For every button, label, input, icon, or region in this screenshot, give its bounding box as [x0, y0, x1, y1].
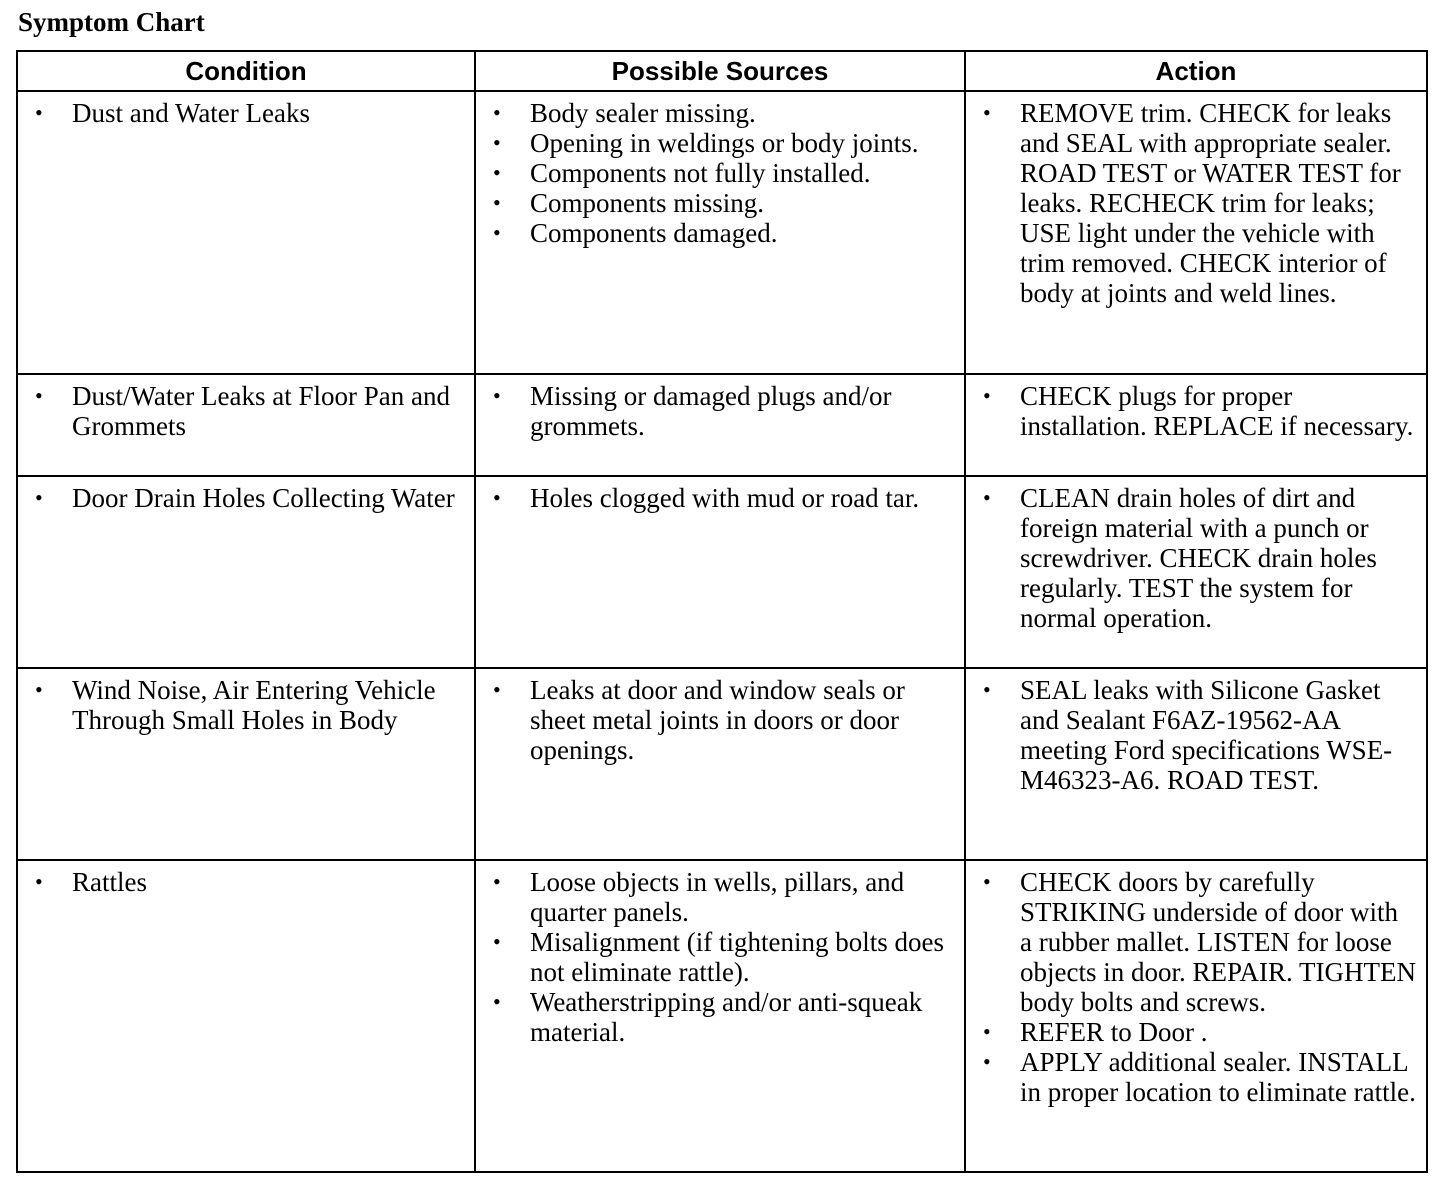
table-row: [17, 860, 1427, 1172]
list-item: [28, 98, 464, 128]
column-header-action: Action: [965, 51, 1427, 91]
list-item-text: SEAL leaks with Silicone Gasket and Sealant F6AZ-19562-AA meeting Ford specifications WSE-M46323-A6. ROAD TEST.: [1020, 675, 1393, 795]
action-cell: [965, 860, 1427, 1172]
list-item: [976, 867, 1416, 1017]
table-row: [17, 374, 1427, 476]
column-header-sources: Possible Sources: [475, 51, 965, 91]
condition-cell: [17, 860, 475, 1172]
list-item: [28, 483, 464, 513]
bullet-icon: •: [983, 1049, 991, 1074]
list-item: [486, 98, 954, 128]
list-item: [486, 218, 954, 248]
bullet-icon: •: [35, 383, 43, 408]
condition-cell: [17, 668, 475, 860]
list-item-text: Body sealer missing.: [530, 98, 756, 128]
list-item: [486, 158, 954, 188]
action-cell: [965, 91, 1427, 374]
list-item: [486, 188, 954, 218]
sources-cell: [475, 476, 965, 668]
list-item-text: REMOVE trim. CHECK for leaks and SEAL with appropriate sealer. ROAD TEST or WATER TEST for leaks. RECHECK trim for leaks; USE light under the vehicle with trim removed. CHECK interior of body at joints and weld lines.: [1020, 98, 1401, 308]
bullet-icon: •: [983, 1019, 991, 1044]
list-item: [486, 987, 954, 1047]
list-item-text: APPLY additional sealer. INSTALL in proper location to eliminate rattle.: [1020, 1047, 1416, 1107]
action-cell: [965, 374, 1427, 476]
bullet-icon: •: [493, 190, 501, 215]
sources-cell: [475, 860, 965, 1172]
sources-cell: [475, 374, 965, 476]
list-item-text: REFER to Door .: [1020, 1017, 1208, 1047]
bullet-icon: •: [983, 383, 991, 408]
list-item: [486, 867, 954, 927]
condition-cell: [17, 374, 475, 476]
bullet-icon: •: [493, 929, 501, 954]
bullet-list: [976, 867, 1416, 1107]
bullet-icon: •: [983, 869, 991, 894]
action-cell: [965, 668, 1427, 860]
bullet-icon: •: [983, 677, 991, 702]
list-item: [486, 927, 954, 987]
list-item-text: Components missing.: [530, 188, 765, 218]
column-header-condition: Condition: [17, 51, 475, 91]
list-item: [976, 381, 1416, 441]
list-item-text: CHECK plugs for proper installation. REPLACE if necessary.: [1020, 381, 1414, 441]
bullet-list: [28, 867, 464, 897]
bullet-icon: •: [493, 160, 501, 185]
action-cell: [965, 476, 1427, 668]
condition-cell: [17, 476, 475, 668]
bullet-list: [486, 675, 954, 765]
bullet-list: [976, 381, 1416, 441]
bullet-icon: •: [35, 869, 43, 894]
sources-cell: [475, 668, 965, 860]
list-item-text: Holes clogged with mud or road tar.: [530, 483, 920, 513]
list-item-text: Weatherstripping and/or anti-squeak material.: [530, 987, 923, 1047]
bullet-icon: •: [983, 485, 991, 510]
list-item: [486, 128, 954, 158]
list-item: [28, 381, 464, 441]
bullet-list: [486, 98, 954, 248]
list-item-text: Rattles: [72, 867, 147, 897]
bullet-icon: •: [493, 485, 501, 510]
list-item-text: Door Drain Holes Collecting Water: [72, 483, 455, 513]
bullet-list: [28, 483, 464, 513]
bullet-list: [486, 381, 954, 441]
bullet-icon: •: [493, 100, 501, 125]
bullet-list: [28, 381, 464, 441]
bullet-icon: •: [493, 677, 501, 702]
list-item: [486, 483, 954, 513]
bullet-list: [976, 675, 1416, 795]
sources-cell: [475, 91, 965, 374]
bullet-list: [486, 867, 954, 1047]
list-item: [486, 675, 954, 765]
list-item-text: Misalignment (if tightening bolts does not eliminate rattle).: [530, 927, 944, 987]
table-row: [17, 668, 1427, 860]
bullet-list: [976, 98, 1416, 308]
list-item: [976, 1017, 1416, 1047]
list-item: [28, 675, 464, 735]
list-item-text: Wind Noise, Air Entering Vehicle Through Small Holes in Body: [72, 675, 436, 735]
list-item: [976, 98, 1416, 308]
list-item: [28, 867, 464, 897]
table-row: [17, 91, 1427, 374]
symptom-table: [16, 50, 1428, 1173]
list-item-text: Loose objects in wells, pillars, and quarter panels.: [530, 867, 905, 927]
list-item: [976, 483, 1416, 633]
table-body: [17, 91, 1427, 1172]
table-row: [17, 476, 1427, 668]
list-item-text: CHECK doors by carefully STRIKING underside of door with a rubber mallet. LISTEN for loose objects in door. REPAIR. TIGHTEN body bolts and screws.: [1020, 867, 1416, 1017]
bullet-icon: •: [493, 383, 501, 408]
list-item-text: Opening in weldings or body joints.: [530, 128, 919, 158]
bullet-list: [28, 675, 464, 735]
bullet-icon: •: [35, 100, 43, 125]
condition-cell: [17, 91, 475, 374]
bullet-icon: •: [493, 869, 501, 894]
bullet-icon: •: [35, 677, 43, 702]
list-item-text: Components not fully installed.: [530, 158, 871, 188]
page-title: Symptom Chart: [18, 7, 205, 37]
bullet-icon: •: [493, 989, 501, 1014]
bullet-icon: •: [493, 130, 501, 155]
bullet-icon: •: [35, 485, 43, 510]
bullet-icon: •: [983, 100, 991, 125]
list-item-text: CLEAN drain holes of dirt and foreign material with a punch or screwdriver. CHECK drain holes regularly. TEST the system for normal operation.: [1020, 483, 1377, 633]
list-item: [486, 381, 954, 441]
bullet-list: [976, 483, 1416, 633]
list-item: [976, 675, 1416, 795]
list-item-text: Leaks at door and window seals or sheet metal joints in doors or door openings.: [530, 675, 905, 765]
header-row: [17, 51, 1427, 91]
list-item-text: Dust and Water Leaks: [72, 98, 311, 128]
bullet-list: [486, 483, 954, 513]
list-item-text: Missing or damaged plugs and/or grommets.: [530, 381, 892, 441]
list-item-text: Dust/Water Leaks at Floor Pan and Grommets: [72, 381, 450, 441]
list-item-text: Components damaged.: [530, 218, 778, 248]
bullet-icon: •: [493, 220, 501, 245]
bullet-list: [28, 98, 464, 128]
list-item: [976, 1047, 1416, 1107]
